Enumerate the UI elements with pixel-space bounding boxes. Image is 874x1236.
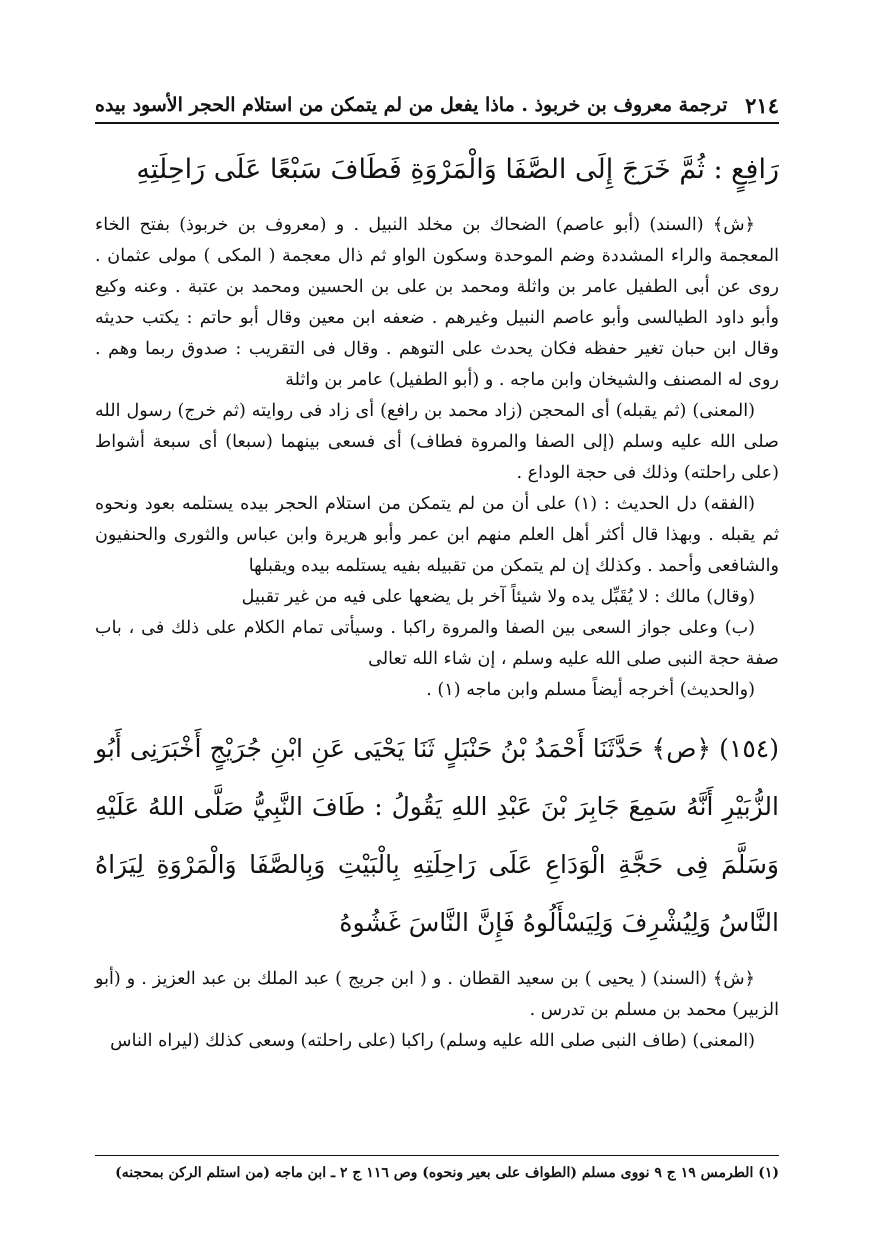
page-body [95,138,779,1057]
commentary-sanad: ﴿ش﴾ (السند) (أبو عاصم) الضحاك بن مخلد النبيل . و (معروف بن خربوذ) بفتح الخاء المعجمة والراء المشددة وضم الموحدة وسكون الواو ثم ذال معجمة ( المكى ) مولى عثمان . روى عن أبى الطفيل عامر بن واثلة ومحمد بن على بن الحسين ومحمد بن عتبة . وعنه وكيع وأبو داود الطيالسى وأبو عاصم النبيل وغيرهم . ضعفه ابن معين وقال أبو حاتم : يكتب حديثه وقال ابن حبان تغير حفظه فكان يحدث على التوهم . وقال فى التقريب : صدوق ربما وهم . روى له المصنف والشيخان وابن ماجه . و (أبو الطفيل) عامر بن واثلة [95,215,779,390]
commentary-2-sanad: ﴿ش﴾ (السند) ( يحيى ) بن سعيد القطان . و ( ابن جريج ) عبد الملك بن عبد العزيز . و (أبو الزبير) محمد بن مسلم بن تدرس . [95,969,779,1020]
commentary-takhrij: (والحديث) أخرجه أيضاً مسلم وابن ماجه (١) . [426,680,755,700]
page-header [95,88,779,124]
commentary-fiqh: (الفقه) دل الحديث : (١) على أن من لم يتمكن من استلام الحجر بيده يستلمه بعود ونحوه ثم يقبله . وبهذا قال أكثر أهل العلم منهم ابن عمر وأبو هريرة وابن عباس والثورى والحنفيون والشافعى وأحمد . وكذلك إن لم يتمكن من تقبيله بفيه يستلمه بيده ويقبلها [95,494,779,576]
footnote-divider [95,1155,779,1156]
hadith-154: (١٥٤) ﴿ص﴾ حَدَّثَنَا أَحْمَدُ بْنُ حَنْبَلٍ ثَنَا يَحْيَى عَنِ ابْنِ جُرَيْجٍ أَخْبَرَنِى أَبُو الزُّبَيْرِ أَنَّهُ سَمِعَ جَابِرَ بْنَ عَبْدِ اللهِ يَقُولُ : طَافَ النَّبِيُّ صَلَّى اللهُ عَلَيْهِ وَسَلَّمَ فِى حَجَّةِ الْوَدَاعِ عَلَى رَاحِلَتِهِ بِالْبَيْتِ وَبِالصَّفَا وَالْمَرْوَةِ لِيَرَاهُ النَّاسُ وَلِيُشْرِفَ وَلِيَسْأَلُوهُ فَإِنَّ النَّاسَ غَشُوهُ [95,734,779,937]
page-number: ٢١٤ [745,92,779,118]
footnote: (١) الطرمس ١٩ ج ٩ نووى مسلم (الطواف على بعير ونحوه) وص ١١٦ ج ٢ ـ ابن ماجه (من استلم الركن بمحجنه) [115,1165,779,1181]
commentary-baa: (ب) وعلى جواز السعى بين الصفا والمروة راكبا . وسيأتى تمام الكلام على ذلك فى ، باب صفة حجة النبى صلى الله عليه وسلم ، إن شاء الله تعالى [95,618,779,669]
commentary-2-maana: (المعنى) (طاف النبى صلى الله عليه وسلم) راكبا (على راحلته) وسعى كذلك (ليراه الناس [110,1031,755,1051]
running-title: ترجمة معروف بن خربوذ . ماذا يفعل من لم يتمكن من استلام الحجر الأسود بيده [95,94,728,116]
hadith-continuation: رَافِعٍ : ثُمَّ خَرَجَ إِلَى الصَّفَا وَالْمَرْوَةِ فَطَافَ سَبْعًا عَلَى رَاحِلَتِهِ [136,154,779,185]
commentary-malik: (وقال) مالك : لا يُقَبِّل يده ولا شيئاً آخر بل يضعها على فيه من غير تقبيل [241,587,755,607]
commentary-maana: (المعنى) (ثم يقبله) أى المحجن (زاد محمد بن رافع) أى زاد فى روايته (ثم خرج) رسول الله صلى الله عليه وسلم (إلى الصفا والمروة فطاف) أى فسعى بينهما (سبعا) أى سبعة أشواط (على راحلته) وذلك فى حجة الوداع . [95,401,779,483]
